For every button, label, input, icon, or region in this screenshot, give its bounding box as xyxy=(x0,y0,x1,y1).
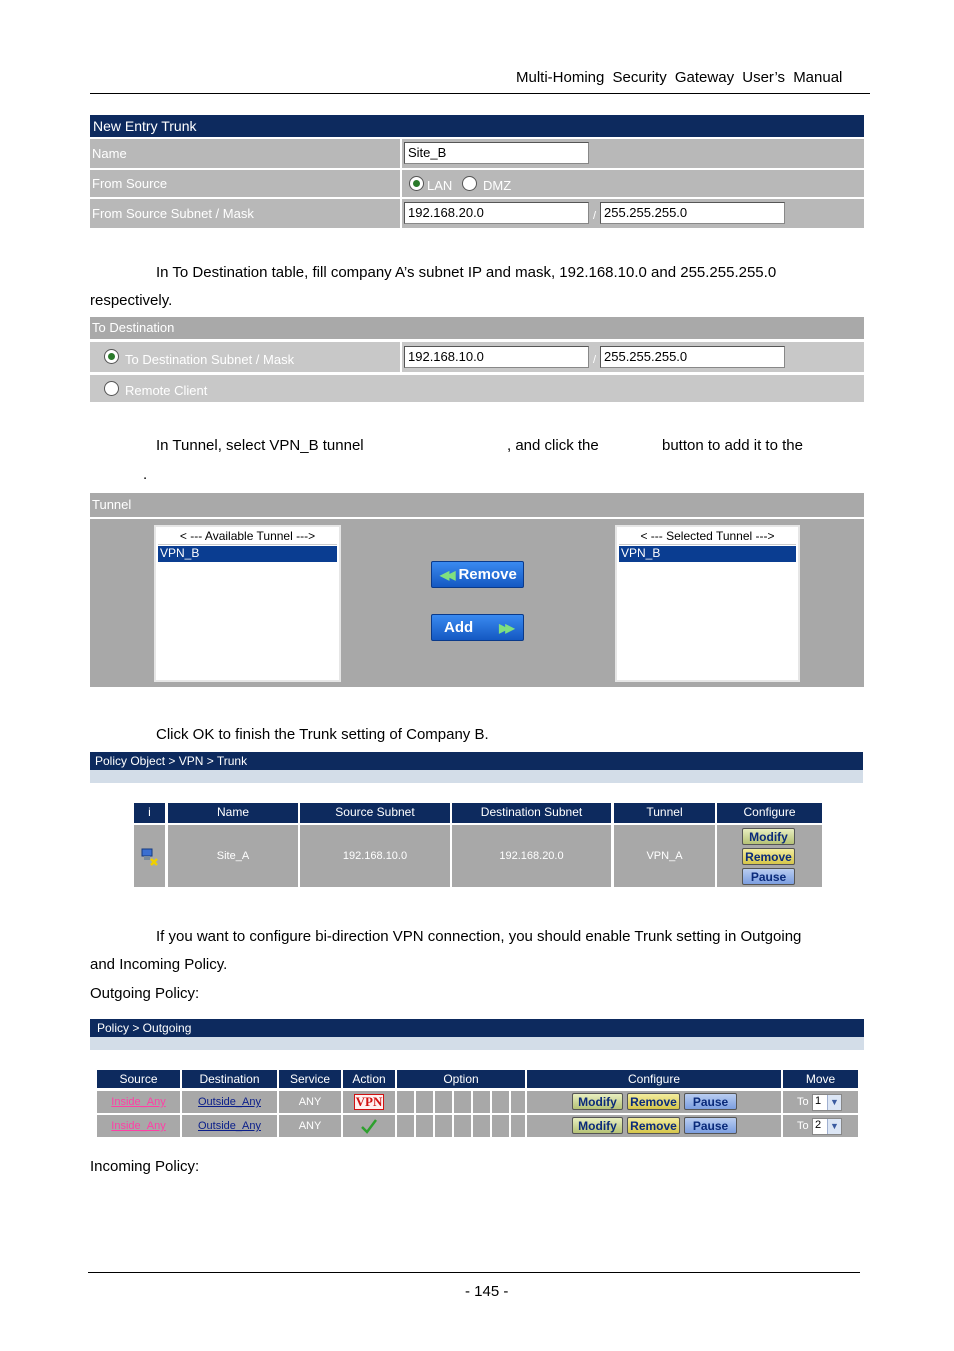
source-mask-input[interactable]: 255.255.255.0 xyxy=(600,202,785,224)
out-row1-service: ANY xyxy=(279,1091,341,1113)
out-row2-modify-button[interactable]: Modify xyxy=(572,1117,623,1134)
trunk-remove-button[interactable]: Remove xyxy=(742,848,795,865)
out-row1-action xyxy=(343,1091,395,1113)
name-label: Name xyxy=(92,146,127,161)
out-row1-source-link[interactable]: Inside_Any xyxy=(111,1096,166,1108)
add-tunnel-button[interactable] xyxy=(431,614,524,641)
out-row1-destination-link[interactable]: Outside_Any xyxy=(198,1096,261,1108)
out-row2-source-link[interactable]: Inside_Any xyxy=(111,1120,166,1132)
out-row2-action xyxy=(343,1115,395,1137)
to-destination-title: To Destination xyxy=(90,317,864,339)
lan-label: LAN xyxy=(427,178,453,193)
trunk-col-i: i xyxy=(134,803,165,823)
dmz-label: DMZ xyxy=(483,178,512,193)
trunk-pause-button[interactable]: Pause xyxy=(742,868,795,885)
remote-client-row xyxy=(90,375,864,402)
tunnel-title: Tunnel xyxy=(90,493,864,517)
available-tunnel-item[interactable]: VPN_B xyxy=(158,546,337,562)
header-rule xyxy=(90,93,870,94)
out-row1-remove-button[interactable]: Remove xyxy=(627,1093,680,1110)
para-bidirection-line1: If you want to configure bi-direction VPN connection, you should enable Trunk setting in Outgoing xyxy=(156,928,802,945)
trunk-col-configure: Configure xyxy=(717,803,822,823)
out-row1-modify-button[interactable]: Modify xyxy=(572,1093,623,1110)
remote-client-label: Remote Client xyxy=(125,383,208,398)
chevron-down-icon: ▼ xyxy=(827,1095,841,1110)
trunk-row-source: 192.168.10.0 xyxy=(300,825,450,887)
new-entry-title: New Entry Trunk xyxy=(90,115,864,137)
out-col-service: Service xyxy=(279,1070,341,1088)
dest-subnet-input[interactable]: 192.168.10.0 xyxy=(404,346,589,368)
out-row1-pause-button[interactable]: Pause xyxy=(684,1093,737,1110)
trunk-vpn-icon xyxy=(140,846,160,866)
out-row2-remove-button[interactable]: Remove xyxy=(627,1117,680,1134)
trunk-col-source: Source Subnet xyxy=(300,803,450,823)
available-tunnel-list[interactable] xyxy=(154,525,341,682)
out-row1-source[interactable] xyxy=(97,1091,180,1113)
add-tunnel-label: Add xyxy=(444,619,474,636)
para-tunnel-line2: . xyxy=(143,466,148,483)
selected-tunnel-item[interactable]: VPN_B xyxy=(619,546,796,562)
out-col-action: Action xyxy=(343,1070,395,1088)
dest-mask-input[interactable]: 255.255.255.0 xyxy=(600,346,785,368)
chevron-down-icon: ▼ xyxy=(827,1119,841,1134)
out-row1-move-value: 1 xyxy=(815,1095,822,1107)
trunk-row-icon-cell xyxy=(134,825,165,887)
trunk-modify-button[interactable]: Modify xyxy=(742,828,795,845)
out-row2-service: ANY xyxy=(279,1115,341,1137)
dmz-radio[interactable] xyxy=(462,176,477,191)
para-dest-line1: In To Destination table, fill company A’s subnet IP and mask, 192.168.10.0 and 255.255.255.0 xyxy=(156,264,777,281)
footer-rule xyxy=(88,1272,860,1273)
double-left-arrow-icon: ◀◀ xyxy=(440,567,453,582)
para-dest-line2: respectively. xyxy=(90,292,173,309)
page-number: - 145 - xyxy=(465,1283,509,1300)
out-row1-destination[interactable] xyxy=(182,1091,277,1113)
name-input[interactable]: Site_B xyxy=(404,142,589,164)
from-source-row xyxy=(90,170,864,197)
remove-tunnel-label: Remove xyxy=(458,566,517,583)
trunk-row-name: Site_A xyxy=(168,825,298,887)
remove-tunnel-button[interactable] xyxy=(431,561,524,588)
dest-subnet-label: To Destination Subnet / Mask xyxy=(125,352,295,367)
out-row2-source[interactable] xyxy=(97,1115,180,1137)
available-tunnel-header: < --- Available Tunnel ---> xyxy=(158,529,337,545)
trunk-row-tunnel: VPN_A xyxy=(614,825,715,887)
out-row2-move-select[interactable] xyxy=(812,1118,842,1135)
lan-radio[interactable] xyxy=(409,176,424,191)
para-bidirection-line2: and Incoming Policy. xyxy=(90,956,228,973)
permit-check-icon xyxy=(360,1118,378,1134)
to-destination-subnet-row xyxy=(90,342,864,372)
dest-slash: / xyxy=(593,354,597,366)
out-row1-move-select[interactable] xyxy=(812,1094,842,1111)
selected-tunnel-header: < --- Selected Tunnel ---> xyxy=(619,529,796,545)
para-tunnel-part1: In Tunnel, select VPN_B tunnel xyxy=(156,437,364,454)
double-right-arrow-icon: ▶▶ xyxy=(499,620,512,635)
trunk-col-tunnel: Tunnel xyxy=(614,803,715,823)
out-col-configure: Configure xyxy=(527,1070,781,1088)
subnet-slash: / xyxy=(593,210,597,222)
out-col-destination: Destination xyxy=(182,1070,277,1088)
trunk-row-destination: 192.168.20.0 xyxy=(452,825,611,887)
out-row2-option xyxy=(397,1115,525,1137)
outgoing-heading: Outgoing Policy: xyxy=(90,985,200,1002)
out-col-source: Source xyxy=(97,1070,180,1088)
remote-client-radio[interactable] xyxy=(104,381,119,396)
outgoing-breadcrumb: Policy > Outgoing xyxy=(90,1019,864,1037)
source-subnet-row xyxy=(90,199,864,228)
trunk-col-name: Name xyxy=(168,803,298,823)
source-subnet-input[interactable]: 192.168.20.0 xyxy=(404,202,589,224)
out-row2-to-label: To xyxy=(797,1120,809,1132)
manual-title: Multi-Homing Security Gateway User’s Manual xyxy=(516,69,843,86)
para-tunnel-part2: , and click the xyxy=(507,437,599,454)
para-ok: Click OK to finish the Trunk setting of Company B. xyxy=(156,726,489,743)
out-row2-pause-button[interactable]: Pause xyxy=(684,1117,737,1134)
para-tunnel-part3: button to add it to the xyxy=(662,437,803,454)
out-row1-option xyxy=(397,1091,525,1113)
vpn-action-icon: VPN xyxy=(355,1094,383,1109)
out-row2-destination-link[interactable]: Outside_Any xyxy=(198,1120,261,1132)
out-col-move: Move xyxy=(783,1070,858,1088)
out-row1-to-label: To xyxy=(797,1096,809,1108)
incoming-heading: Incoming Policy: xyxy=(90,1158,200,1175)
source-subnet-label: From Source Subnet / Mask xyxy=(92,206,254,221)
name-row xyxy=(90,139,864,168)
out-col-option: Option xyxy=(397,1070,525,1088)
trunk-col-destination: Destination Subnet xyxy=(452,803,611,823)
out-row2-move-value: 2 xyxy=(815,1119,822,1131)
out-row2-destination[interactable] xyxy=(182,1115,277,1137)
dest-subnet-radio[interactable] xyxy=(104,349,119,364)
selected-tunnel-list[interactable] xyxy=(615,525,800,682)
from-source-label: From Source xyxy=(92,176,168,191)
tunnel-panel xyxy=(90,519,864,687)
trunk-breadcrumb: Policy Object > VPN > Trunk xyxy=(90,752,863,770)
